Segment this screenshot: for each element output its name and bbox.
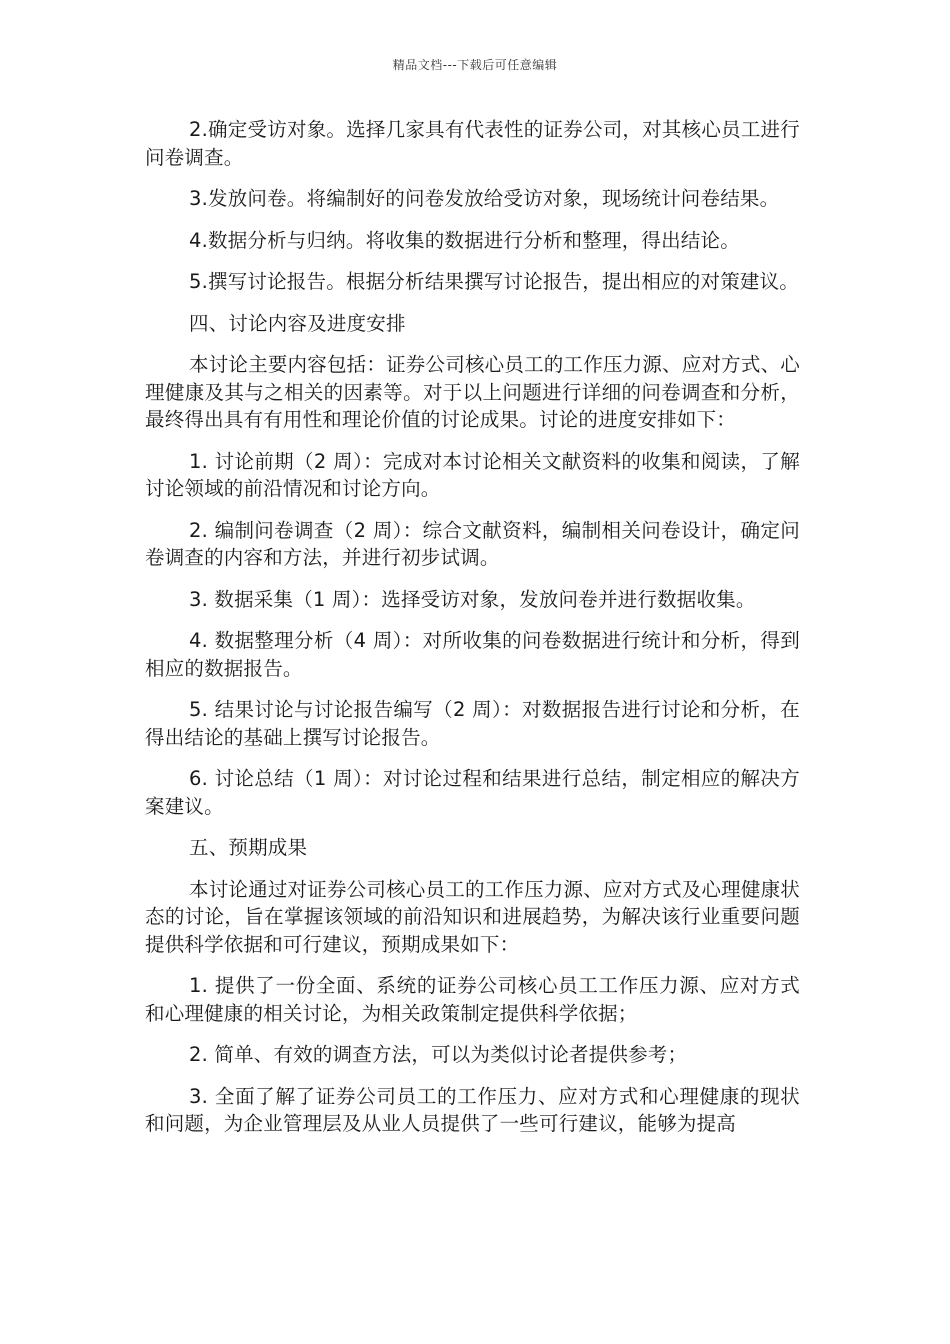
paragraph-step-2: 2.确定受访对象。选择几家具有代表性的证券公司，对其核心员工进行问卷调查。 xyxy=(145,118,800,169)
schedule-item-6: 6. 讨论总结（1 周）：对讨论过程和结果进行总结，制定相应的解决方案建议。 xyxy=(145,767,800,818)
document-body xyxy=(145,116,800,1152)
outcome-item-1: 1. 提供了一份全面、系统的证券公司核心员工工作压力源、应对方式和心理健康的相关讨论，为相关政策制定提供科学依据； xyxy=(145,974,800,1025)
schedule-item-5: 5. 结果讨论与讨论报告编写（2 周）：对数据报告进行讨论和分析，在得出结论的基础上撰写讨论报告。 xyxy=(145,698,800,749)
paragraph-step-5: 5.撰写讨论报告。根据分析结果撰写讨论报告，提出相应的对策建议。 xyxy=(189,270,800,293)
schedule-item-4: 4. 数据整理分析（4 周）：对所收集的问卷数据进行统计和分析，得到相应的数据报告。 xyxy=(145,629,800,680)
page-header: 精品文档---下载后可任意编辑 xyxy=(392,58,558,72)
outcome-item-3: 3. 全面了解了证券公司员工的工作压力、应对方式和心理健康的现状和问题，为企业管理层及从业人员提供了一些可行建议，能够为提高 xyxy=(145,1084,800,1135)
schedule-item-1: 1. 讨论前期（2 周）：完成对本讨论相关文献资料的收集和阅读，了解讨论领域的前沿情况和讨论方向。 xyxy=(145,449,800,500)
section-heading-4: 四、讨论内容及进度安排 xyxy=(189,311,406,335)
paragraph-step-3: 3.发放问卷。将编制好的问卷发放给受访对象，现场统计问卷结果。 xyxy=(189,187,780,210)
schedule-item-3: 3. 数据采集（1 周）：选择受访对象，发放问卷并进行数据收集。 xyxy=(189,587,756,611)
paragraph-expected-intro: 本讨论通过对证券公司核心员工的工作压力源、应对方式及心理健康状态的讨论，旨在掌握该领域的前沿知识和进展趋势，为解决该行业重要问题提供科学依据和可行建议，预期成果如下： xyxy=(145,877,800,956)
paragraph-step-4: 4.数据分析与归纳。将收集的数据进行分析和整理，得出结论。 xyxy=(189,228,740,252)
outcome-item-2: 2. 简单、有效的调查方法，可以为类似讨论者提供参考； xyxy=(189,1043,688,1066)
paragraph-content-intro: 本讨论主要内容包括：证券公司核心员工的工作压力源、应对方式、心理健康及其与之相关的因素等。对于以上问题进行详细的问卷调查和分析，最终得出具有有用性和理论价值的讨论成果。讨论的进度安排如下： xyxy=(145,353,800,431)
schedule-item-2: 2. 编制问卷调查（2 周）：综合文献资料，编制相关问卷设计，确定问卷调查的内容和方法，并进行初步试调。 xyxy=(145,518,800,569)
section-heading-5: 五、预期成果 xyxy=(189,836,308,859)
